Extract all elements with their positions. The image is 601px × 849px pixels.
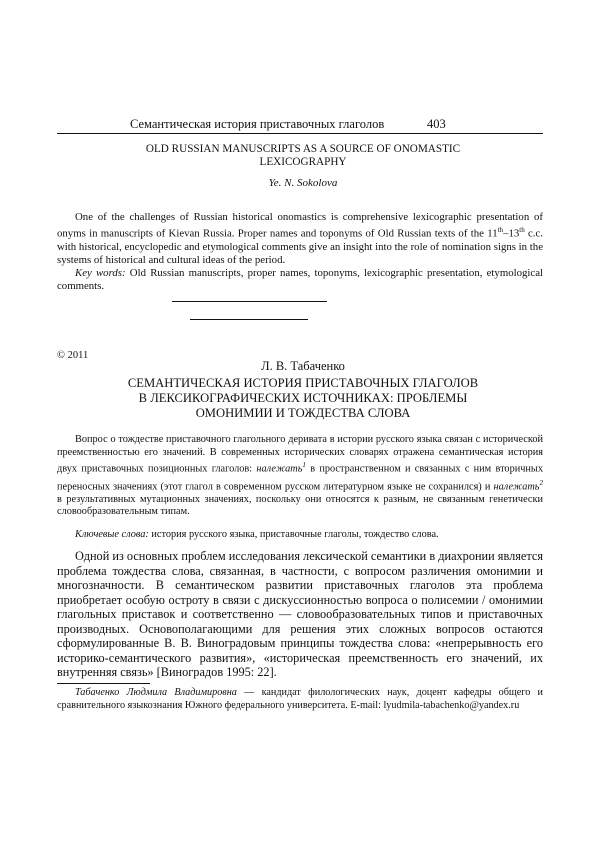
abstract-text: –13 (503, 227, 520, 240)
english-keywords (57, 267, 543, 293)
body-paragraph: Одной из основных проблем исследования лексической семантики в диахронии является проблема тождества слова, связанная, в частности, с вопросом различения омонимии и многозначности. В семантическом развитии приставочных глаголов эта проблема приобретает особую остроту в связи с дискуссионностью вопроса о полисемии / омонимии глагольных приставок и соответственно — словообразовательных типов и приставочных производных. Основополагающими для решения этих сложных вопросов остаются сформулированные В. В. Виноградовым принципы тождества слова: «непрерывность его историко-семантического развития», «историческая преемственность его значений, их внутренняя связь» [Виноградов 1995: 22]. (57, 549, 543, 679)
abstract-text: One of the challenges of Russian historical onomastics is comprehensive lexicographic presentation of onyms in manuscripts of Kievan Russia. Proper names and toponyms of Old Russian texts of the 11 (57, 211, 543, 240)
running-title: Семантическая история приставочных глаголов (130, 117, 385, 131)
english-abstract (57, 211, 543, 267)
russian-article-author: Л. В. Табаченко (261, 359, 345, 373)
superscript: th (497, 226, 504, 235)
english-title-line: OLD RUSSIAN MANUSCRIPTS AS A SOURCE OF ONOMASTIC (145, 143, 461, 155)
abstract-text: в результативных мутационных значениях, поскольку они относятся к разным, не связанным генетически словообразовательным типам. (57, 493, 543, 518)
russian-article-title (60, 376, 546, 421)
abstract-text: c.c. with historical, encyclopedic and etymological comments give an insight into the role of nomination signs in the systems of historical and cultural ideas of the period. (57, 227, 543, 267)
russian-keywords (57, 529, 543, 542)
russian-title-line: В ЛЕКСИКОГРАФИЧЕСКИХ ИСТОЧНИКАХ: ПРОБЛЕМЫ (138, 391, 468, 405)
footnote-author-name: Табаченко Людмила Владимировна (75, 687, 237, 698)
superscript: 1 (302, 461, 306, 470)
article-separator-rule (172, 301, 327, 302)
author-footnote (57, 687, 543, 712)
abstract-text: Вопрос о тождестве приставочного глагольного деривата в истории русского языка связан с исторической преемственностью его значений. В современных исторических словарях отражена семантическая история двух приставочных позиционных глаголов: (57, 434, 543, 475)
keywords-label: Key words: (75, 267, 126, 279)
keywords-text: история русского языка, приставочные глаголы, тождество слова. (148, 529, 439, 540)
russian-abstract (57, 434, 543, 519)
header-rule (57, 133, 543, 134)
superscript: th (519, 226, 525, 235)
english-article-author: Ye. N. Sokolova (268, 177, 338, 189)
superscript: 2 (539, 478, 543, 487)
russian-title-line: ОМОНИМИИ И ТОЖДЕСТВА СЛОВА (195, 406, 411, 420)
abstract-text: в пространственном и связанных с ним вторичных переносных значениях (этот глагол в современном русском литературном языке не сохранился) и (57, 463, 543, 492)
copyright: © 2011 (57, 350, 89, 361)
abstract-term: належать (256, 463, 303, 475)
keywords-text: Old Russian manuscripts, proper names, toponyms, lexicographic presentation, etymological comments. (57, 267, 543, 293)
footnote-text: — кандидат филологических наук, доцент кафедры общего и сравнительного языкознания Южного федерального университета. E-mail: lyudmila-tabachenko@yandex.ru (57, 687, 543, 711)
english-title-line: LEXICOGRAPHY (259, 156, 347, 168)
keywords-label: Ключевые слова: (75, 529, 149, 540)
russian-title-line: СЕМАНТИЧЕСКАЯ ИСТОРИЯ ПРИСТАВОЧНЫХ ГЛАГОЛОВ (127, 376, 479, 390)
abstract-term: належать (493, 480, 540, 492)
article-separator-rule (190, 319, 308, 320)
page-number: 403 (427, 117, 446, 131)
footnote-rule (57, 683, 150, 684)
english-article-title (60, 143, 546, 169)
